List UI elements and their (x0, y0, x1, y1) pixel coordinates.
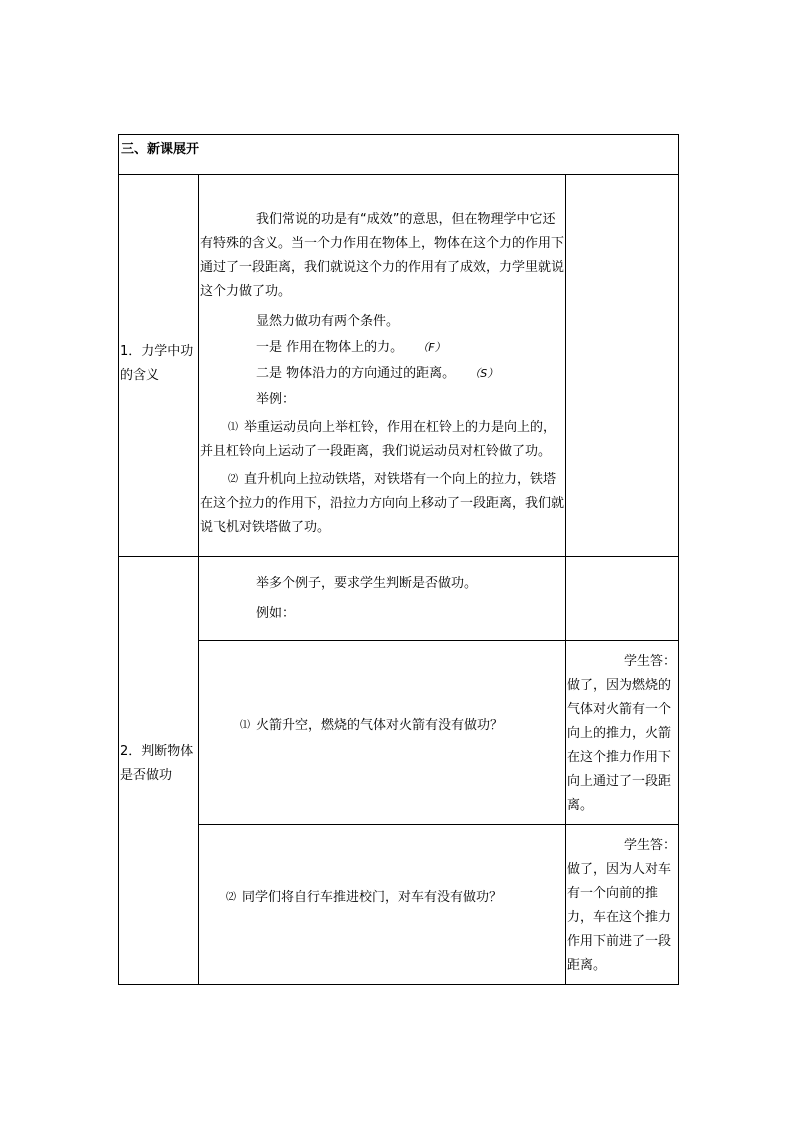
example-1-text: 举重运动员向上举杠铃，作用在杠铃上的力是向上的，并且杠铃向上运动了一段距离，我们说运动员对杠铃做了功。 (200, 420, 557, 459)
question-2-number: ⑵ (226, 892, 236, 903)
table-border-left (118, 134, 119, 985)
question-2 (226, 886, 556, 910)
condition-1 (200, 336, 564, 360)
example-1 (200, 416, 564, 464)
question-1-text: 火箭升空，燃烧的气体对火箭有没有做功？ (256, 718, 504, 733)
answer-1 (567, 650, 678, 818)
condition-1-text: 一是 作用在物体上的力。 (256, 340, 404, 355)
table-border-right (678, 134, 679, 985)
answer-2-head: 学生答： (623, 838, 676, 853)
row2-example-label: 例如： (256, 606, 296, 621)
row1-label: 1．力学中功的含义 (120, 344, 194, 383)
section-title: 三、新课展开 (121, 142, 200, 157)
table-border-col2 (565, 174, 566, 985)
question-1 (240, 714, 560, 738)
row2-label: 2．判断物体是否做功 (120, 744, 194, 783)
example-2 (200, 468, 564, 540)
question-1-number: ⑴ (240, 720, 250, 731)
answer-2-text: 做了，因为人对车有一个向前的推力，车在这个推力作用下前进了一段距离。 (567, 862, 672, 973)
condition-2-symbol: （S） (469, 367, 499, 380)
row1-paragraph: 我们常说的功是有“成效”的意思，但在物理学中它还有特殊的含义。当一个力作用在物体上，物体在这个力的作用下通过了一段距离，我们就说这个力的作用有了成效，力学里就说这个力做了功。 (200, 212, 565, 299)
condition-2-text: 二是 物体沿力的方向通过的距离。 (256, 366, 456, 381)
condition-1-symbol: （F） (417, 341, 446, 354)
example-2-number: ⑵ (228, 474, 238, 485)
row2-intro-text: 举多个例子，要求学生判断是否做功。 (256, 576, 478, 591)
condition-intro: 显然力做功有两个条件。 (256, 314, 400, 329)
row2-intro (256, 572, 556, 626)
row1-content (200, 208, 564, 540)
table-border-intro-bottom (198, 640, 679, 641)
table-border-top (118, 134, 679, 135)
condition-2 (200, 362, 564, 386)
answer-1-text: 做了，因为燃烧的气体对火箭有一个向上的推力，火箭在这个推力作用下向上通过了一段距离。 (567, 678, 672, 813)
table-border-row1-bottom (118, 556, 679, 557)
answer-1-head: 学生答： (623, 654, 676, 669)
example-label: 举例： (256, 392, 296, 407)
example-1-number: ⑴ (228, 422, 238, 433)
question-2-text: 同学们将自行车推进校门，对车有没有做功？ (242, 890, 503, 905)
example-2-text: 直升机向上拉动铁塔，对铁塔有一个向上的拉力，铁塔在这个拉力的作用下，沿拉力方向向上移动了一段距离，我们就说飞机对铁塔做了功。 (200, 472, 565, 535)
table-border-col1 (198, 174, 199, 985)
table-border-q1-bottom (198, 824, 679, 825)
answer-2 (567, 834, 678, 978)
table-border-header-bottom (118, 174, 679, 175)
table-border-bottom (118, 984, 679, 985)
